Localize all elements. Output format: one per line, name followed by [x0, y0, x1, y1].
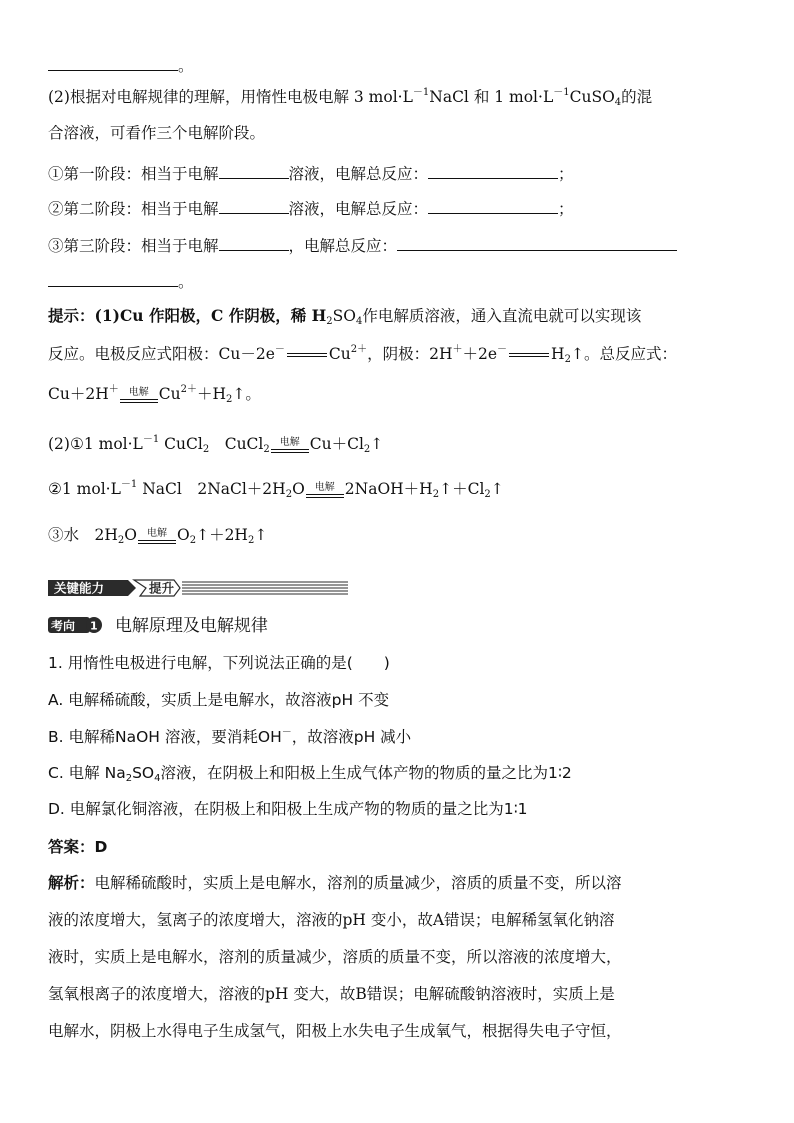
stage-2-line: ②第二阶段：相当于电解 溶液，电解总反应： ； — [48, 200, 574, 218]
fill-blank[interactable] — [48, 56, 178, 71]
question-2-line-1: (2)根据对电解规律的理解，用惰性电极电解 3 $mol\cdot L^{-1}NaCl$ 和 1 $mol\cdot L^{-1}CuSO_4$的混 — [48, 87, 653, 108]
explanation-line-1: 解析：电解稀硫酸时，实质上是电解水，溶剂的质量减少，溶质的质量不变，所以溶 — [48, 874, 622, 892]
topic-tag — [48, 616, 106, 634]
fill-blank[interactable] — [428, 199, 558, 214]
electrolysis-arrow: 电解 — [120, 388, 158, 403]
explanation-line-4: 氢氧根离子的浓度增大，溶液的pH 变大，故B错误；电解硫酸钠溶液时，实质上是 — [48, 985, 615, 1003]
banner-right-text: 提升 — [149, 580, 175, 596]
option-b[interactable]: B. 电解稀NaOH 溶液，要消耗OH－，故溶液pH 减小 — [48, 727, 412, 746]
fill-blank[interactable] — [219, 199, 289, 214]
section-banner — [48, 578, 348, 598]
option-c[interactable]: C. 电解 $Na_2SO_4$溶液，在阴极上和阳极上生成气体产物的物质的量之比为1∶2 — [48, 764, 572, 784]
answer-2-3: ③水 $2H_2O$ 电解 $O_2↑+2H_2↑$ — [48, 526, 268, 546]
question-1: 1. 用惰性电极进行电解，下列说法正确的是( ) — [48, 654, 390, 672]
stage-3-continuation: 。 — [48, 272, 194, 291]
hint-line-1: 提示：(1)Cu 作阳极，C 作阴极，稀 $H_2SO_4$作电解质溶液，通入直流电就可以实现该 — [48, 306, 642, 327]
explanation-line-2: 液的浓度增大，氢离子的浓度增大，溶液的pH 变小，故A错误；电解稀氢氧化钠溶 — [48, 911, 615, 929]
fill-blank[interactable] — [219, 236, 289, 251]
option-a[interactable]: A. 电解稀硫酸，实质上是电解水，故溶液pH 不变 — [48, 691, 390, 709]
equals-sign — [287, 353, 327, 357]
fill-blank[interactable] — [428, 164, 558, 179]
svg-text:考向: 考向 — [51, 619, 76, 633]
period: 。 — [178, 57, 194, 75]
stage-3-line: ③第三阶段：相当于电解 ，电解总反应： — [48, 236, 677, 255]
hint-line-3: Cu＋2H＋ 电解 $Cu^{2+}+H_2↑$。 — [48, 384, 261, 405]
electrolysis-arrow: 电解 — [138, 529, 176, 544]
answer-2-1: (2)①1 $mol\cdot L^{-1}$ CuCl$_2$ CuCl$_2$ 电解 $Cu+Cl_2↑$ — [48, 434, 384, 455]
stage-1-line: ①第一阶段：相当于电解 溶液，电解总反应： ； — [48, 165, 574, 183]
explanation-line-3: 液时，实质上是电解水，溶剂的质量减少，溶质的质量不变，所以溶液的浓度增大， — [48, 948, 622, 966]
banner-left-text: 关键能力 — [54, 580, 105, 596]
answer-blank-line — [48, 56, 194, 75]
fill-blank[interactable] — [48, 272, 178, 287]
option-d[interactable]: D. 电解氯化铜溶液，在阴极上和阳极上生成产物的物质的量之比为1∶1 — [48, 800, 528, 818]
explanation-line-5: 电解水，阴极上水得电子生成氢气，阳极上水失电子生成氧气，根据得失电子守恒， — [48, 1022, 622, 1040]
electrolysis-arrow: 电解 — [271, 438, 309, 453]
topic-heading: 考向 1 电解原理及电解规律 — [48, 616, 268, 636]
answer-2-2: ②1 $mol\cdot L^{-1}$ NaCl $2NaCl+2H_2O$ 电解 $2NaOH+H_2↑+Cl_2↑$ — [48, 479, 504, 500]
answer-line: 答案：D — [48, 838, 108, 856]
equals-sign — [509, 353, 549, 357]
fill-blank[interactable] — [397, 236, 677, 251]
hint-line-2: 反应。电极反应式阳极：Cu－2e－ $Cu^{2+}$，阴极：2H＋＋2e－ $H_2↑$。总反应式： — [48, 344, 677, 365]
electrolysis-arrow: 电解 — [306, 483, 344, 498]
question-2-line-2: 合溶液，可看作三个电解阶段。 — [48, 124, 266, 142]
svg-text:1: 1 — [90, 619, 98, 633]
fill-blank[interactable] — [219, 164, 289, 179]
answer-value: D — [94, 838, 108, 856]
